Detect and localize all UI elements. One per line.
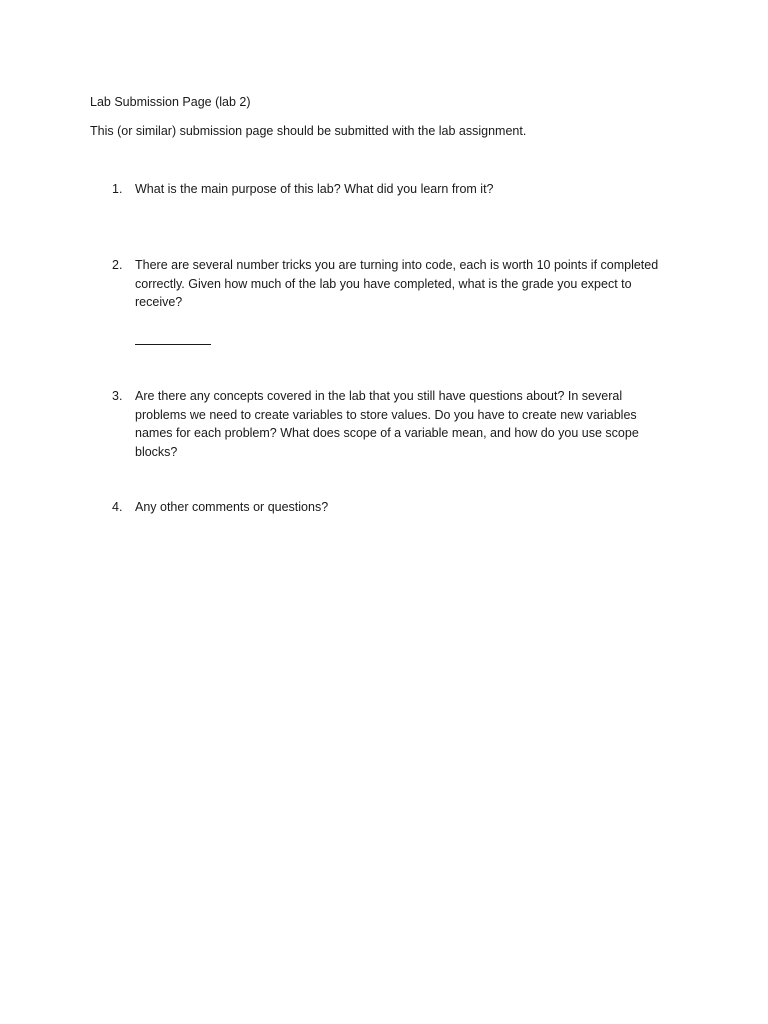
grade-answer-blank[interactable] [135, 344, 211, 345]
question-number: 1. [112, 182, 123, 196]
question-number: 3. [112, 389, 123, 403]
question-line: problems we need to create variables to store values. Do you have to create new variables [135, 407, 637, 422]
question-line: Are there any concepts covered in the lab that you still have questions about? In several [135, 389, 623, 403]
question-line: correctly. Given how much of the lab you have completed, what is the grade you expect to [135, 276, 632, 291]
question-line: names for each problem? What does scope of a variable mean, and how do you use scope [135, 426, 639, 440]
question-text [135, 387, 695, 461]
question-line: What is the main purpose of this lab? What did you learn from it? [135, 182, 494, 196]
question-text [135, 256, 695, 312]
question-number: 4. [112, 500, 123, 514]
question-line: There are several number tricks you are turning into code, each is worth 10 points if completed [135, 258, 659, 272]
intro-paragraph: This (or similar) submission page should be submitted with the lab assignment. [90, 124, 527, 138]
question-line: blocks? [135, 444, 178, 459]
question-number: 2. [112, 258, 123, 272]
page-title: Lab Submission Page (lab 2) [90, 95, 251, 109]
question-text [135, 180, 695, 199]
question-text [135, 498, 695, 517]
question-line: receive? [135, 295, 183, 309]
question-line: Any other comments or questions? [135, 500, 329, 514]
